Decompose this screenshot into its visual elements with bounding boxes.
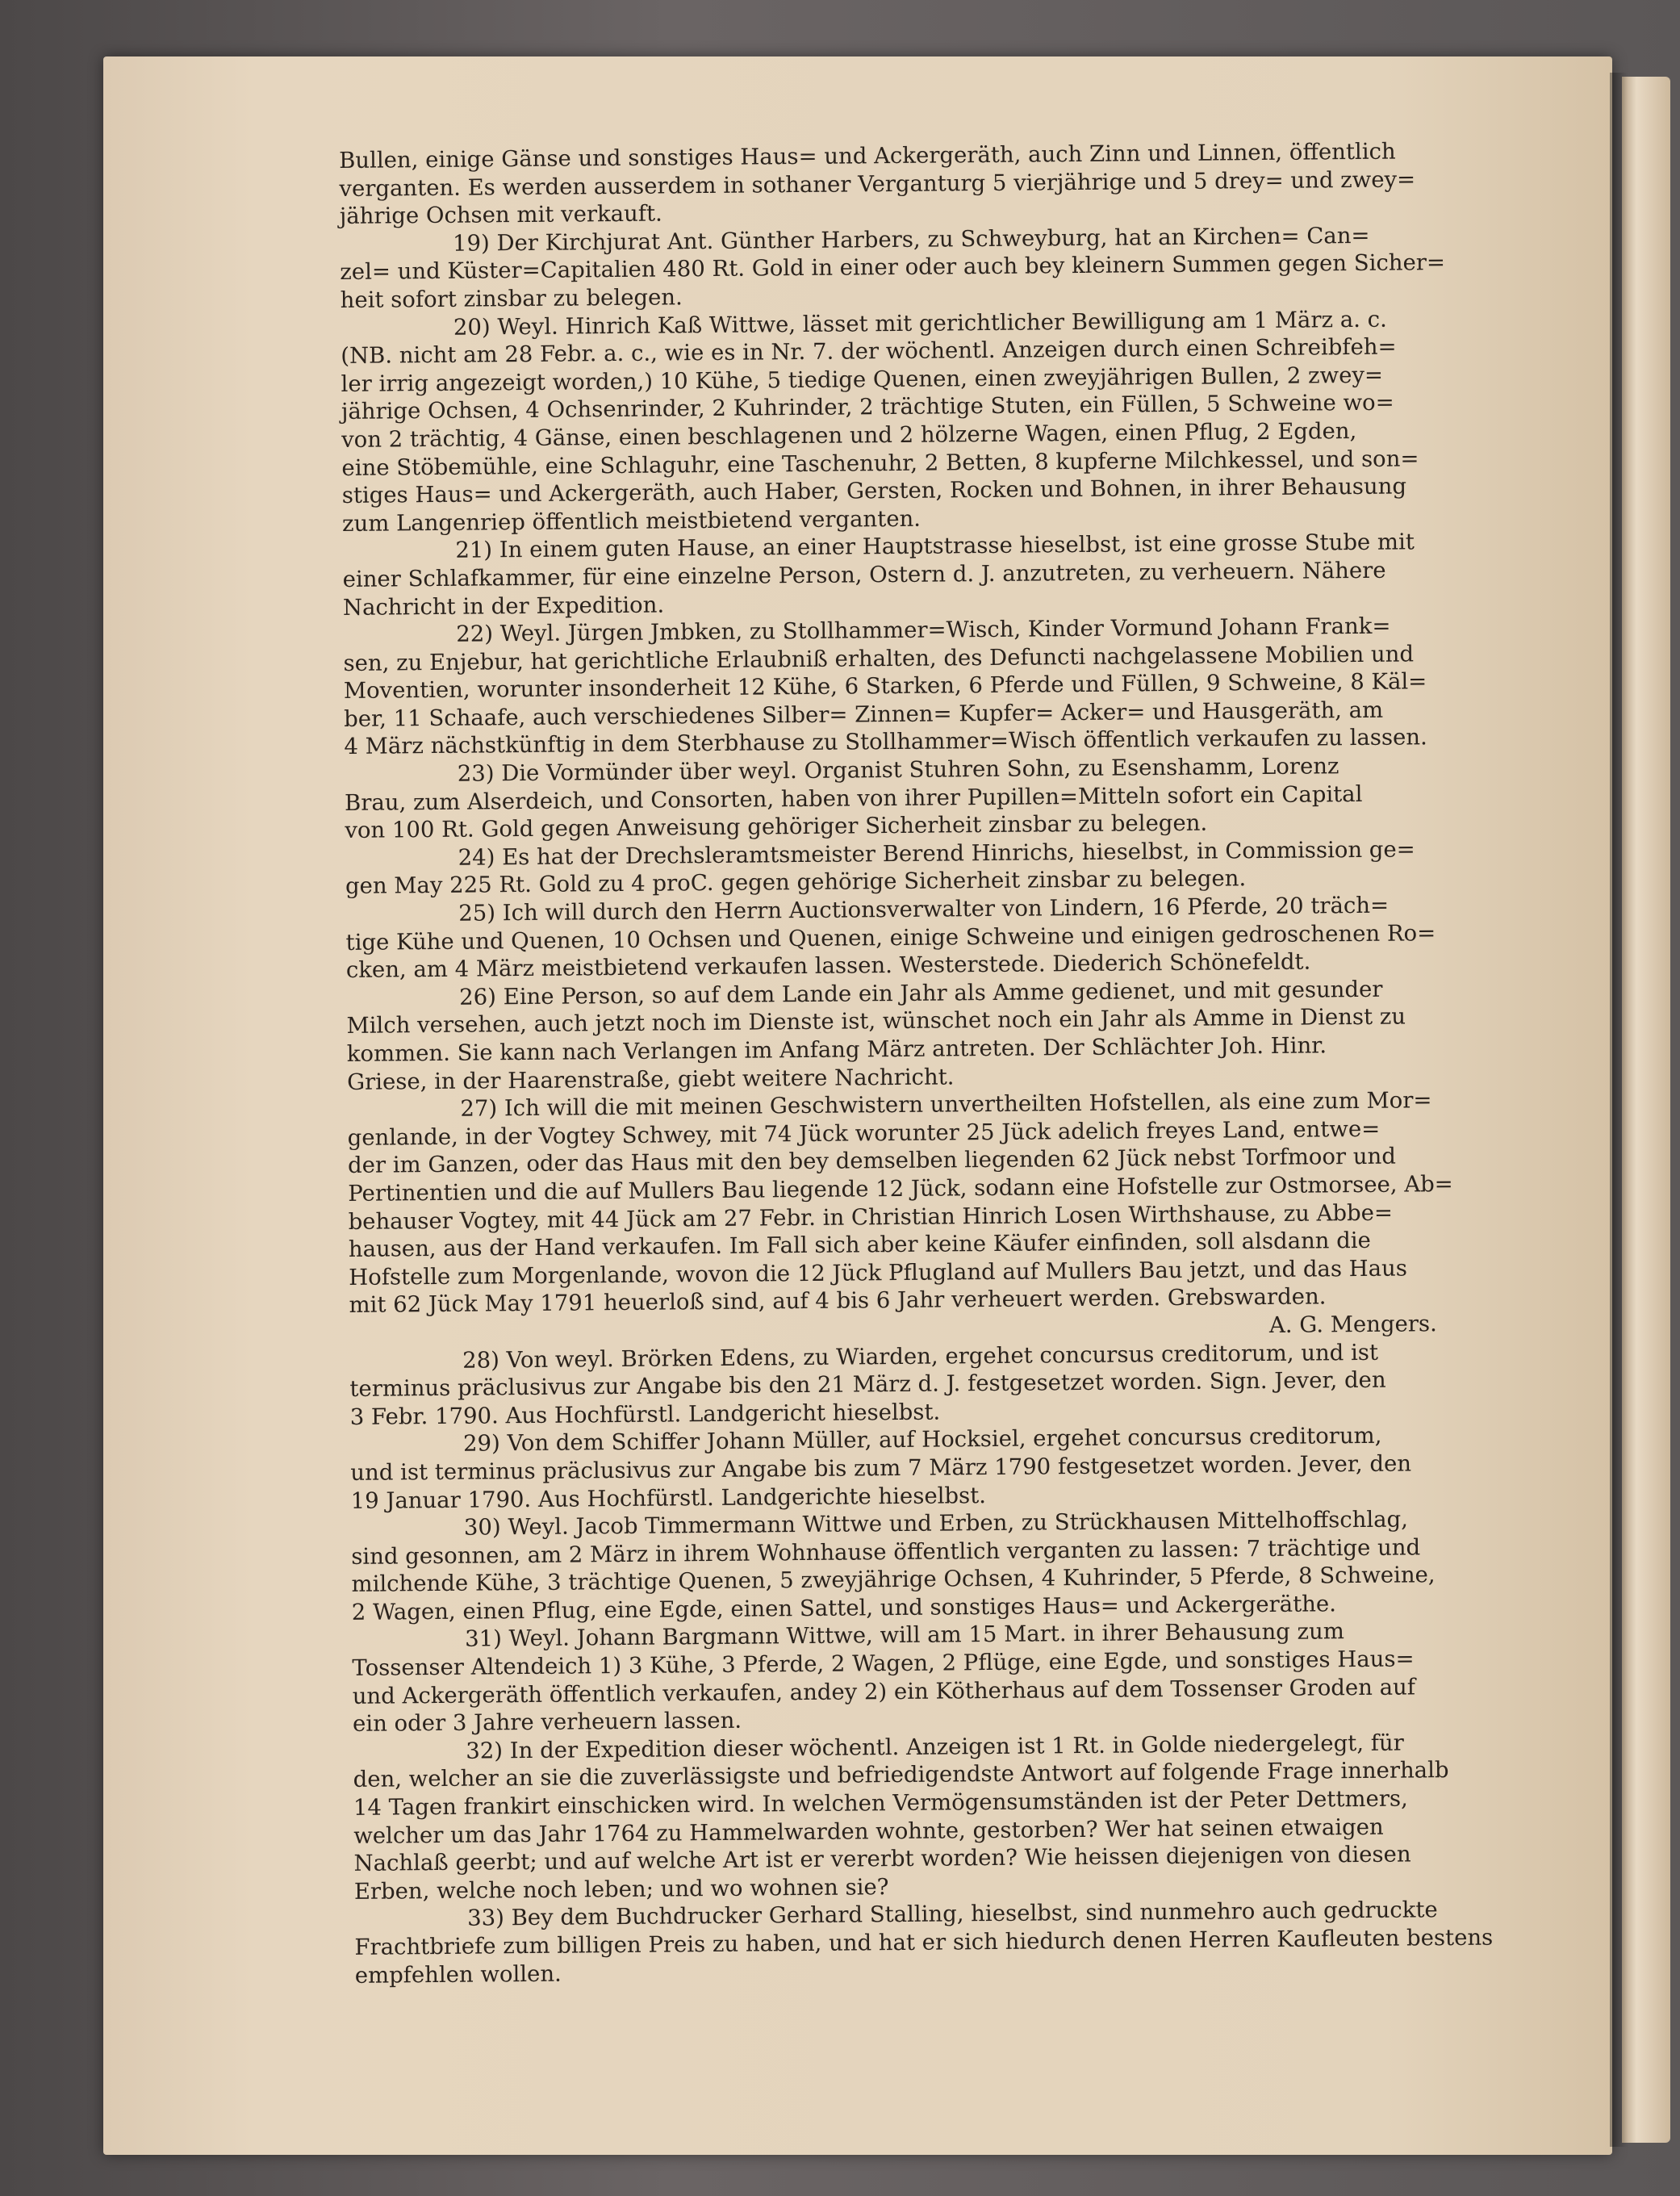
- text-line: und Ackergeräth öffentlich verkaufen, andey 2) ein Kötherhaus auf dem Tossenser Groden auf: [352, 1674, 1416, 1709]
- text-line: sen, zu Enjebur, hat gerichtliche Erlaubniß erhalten, des Defuncti nachgelassene Mobilien und: [343, 641, 1415, 676]
- text-line: ler irrig angezeigt worden,) 10 Kühe, 5 tiedige Quenen, einen zweyjährigen Bullen, 2 zwey=: [341, 362, 1384, 397]
- text-line: Frachtbriefe zum billigen Preis zu haben, und hat er sich hiedurch denen Herren Kaufleuten bestens: [354, 1924, 1494, 1960]
- text-line: von 2 trächtig, 4 Gänse, einen beschlagenen und 2 hölzerne Wagen, einen Pflug, 2 Egden,: [341, 417, 1357, 453]
- notice-28: 28) Von weyl. Brörken Edens, zu Wiarden, ergehet concursus creditorum, und ist: [462, 1339, 1379, 1374]
- page-edge-shadow: [1610, 73, 1628, 2147]
- notice-20: 20) Weyl. Hinrich Kaß Wittwe, lässet mit gerichtlicher Bewilligung am 1 März a. c.: [453, 306, 1387, 341]
- text-line: eine Stöbemühle, eine Schlaguhr, eine Taschenuhr, 2 Betten, 8 kupferne Milchkessel, und son=: [341, 445, 1419, 481]
- text-line: (NB. nicht am 28 Febr. a. c., wie es in Nr. 7. der wöchentl. Anzeigen durch einen Schreibfeh=: [341, 333, 1397, 370]
- notice-24: 24) Es hat der Drechsleramtsmeister Berend Hinrichs, hieselbst, in Commission ge=: [458, 836, 1415, 871]
- text-line: zum Langenriep öffentlich meistbietend verganten.: [341, 505, 921, 537]
- text-line: Nachlaß geerbt; und auf welche Art ist er vererbt worden? Wie heissen diejenigen von diesen: [353, 1841, 1411, 1877]
- text-line: Bullen, einige Gänse und sonstiges Haus= und Ackergeräth, auch Zinn und Linnen, öffentlich: [339, 138, 1396, 174]
- text-line: Tossenser Altendeich 1) 3 Kühe, 3 Pferde, 2 Wagen, 2 Pflüge, eine Egde, und sonstiges Haus=: [352, 1646, 1415, 1681]
- notice-19: 19) Der Kirchjurat Ant. Günther Harbers, zu Schweyburg, hat an Kirchen= Can=: [452, 222, 1370, 257]
- text-line: von 100 Rt. Gold gegen Anweisung gehöriger Sicherheit zinsbar zu belegen.: [345, 809, 1208, 844]
- text-line: sind gesonnen, am 2 März in ihrem Wohnhause öffentlich verganten zu lassen: 7 trächtige und: [351, 1534, 1421, 1570]
- text-line: 4 März nächstkünftig in dem Sterbhause zu Stollhammer=Wisch öffentlich verkaufen zu lassen.: [344, 724, 1427, 760]
- text-line: jährige Ochsen, 4 Ochsenrinder, 2 Kuhrinder, 2 trächtige Stuten, ein Füllen, 5 Schweine wo=: [341, 389, 1394, 425]
- text-line: gen May 225 Rt. Gold zu 4 proC. gegen gehörige Sicherheit zinsbar zu belegen.: [345, 865, 1247, 900]
- next-page-edge: [1622, 77, 1670, 2143]
- text-line: 2 Wagen, einen Pflug, eine Egde, einen Sattel, und sonstiges Haus= und Ackergeräthe.: [351, 1591, 1337, 1625]
- text-line: Erben, welche noch leben; und wo wohnen sie?: [353, 1873, 889, 1905]
- notice-33: 33) Bey dem Buchdrucker Gerhard Stalling, hieselbst, sind nunmehro auch gedruckte: [467, 1897, 1438, 1932]
- text-line: zel= und Küster=Capitalien 480 Rt. Gold in einer oder auch bey kleinern Summen gegen Sicher=: [340, 249, 1446, 286]
- text-line: stiges Haus= und Ackergeräth, auch Haber, Gersten, Rocken und Bohnen, in ihrer Behausung: [341, 473, 1407, 509]
- text-line: Moventien, worunter insonderheit 12 Kühe, 6 Starken, 6 Pferde und Füllen, 9 Schweine, 8 Käl=: [343, 668, 1427, 705]
- text-line: cken, am 4 März meistbietend verkaufen lassen. Westerstede. Diederich Schönefeldt.: [345, 948, 1311, 984]
- text-line: hausen, aus der Hand verkaufen. Im Fall sich aber keine Käufer einfinden, soll alsdann die: [348, 1228, 1371, 1263]
- page-text: [339, 136, 1540, 1989]
- text-line: Pertinentien und die auf Mullers Bau liegende 12 Jück, sodann eine Hofstelle zur Ostmorsee, Ab=: [348, 1170, 1453, 1207]
- notice-27: 27) Ich will die mit meinen Geschwistern unvertheilten Hofstellen, als eine zum Mor=: [460, 1087, 1432, 1122]
- text-line: ber, 11 Schaafe, auch verschiedenes Silber= Zinnen= Kupfer= Acker= und Hausgeräth, am: [344, 696, 1384, 732]
- text-line: empfehlen wollen.: [354, 1960, 562, 1989]
- text-line: 3 Febr. 1790. Aus Hochfürstl. Landgericht hieselbst.: [349, 1399, 941, 1430]
- notice-30: 30) Weyl. Jacob Timmermann Wittwe und Erben, zu Strückhausen Mittelhoffschlag,: [463, 1506, 1409, 1541]
- notice-26: 26) Eine Person, so auf dem Lande ein Jahr als Amme gedienet, und mit gesunder: [459, 976, 1383, 1010]
- text-line: genlande, in der Vogtey Schwey, mit 74 Jück worunter 25 Jück adelich freyes Land, entwe=: [347, 1115, 1381, 1151]
- text-line: welcher um das Jahr 1764 zu Hammelwarden wohnte, gestorben? Wer hat seinen etwaigen: [353, 1813, 1384, 1849]
- text-line: 19 Januar 1790. Aus Hochfürstl. Landgerichte hieselbst.: [350, 1482, 987, 1514]
- text-line: verganten. Es werden ausserdem in sothaner Verganturg 5 vierjährige und 5 drey= und zwey=: [339, 165, 1416, 202]
- text-line: mit 62 Jück May 1791 heuerloß sind, auf 4 bis 6 Jahr verheuert werden. Grebswarden.: [349, 1283, 1327, 1319]
- text-line: heit sofort zinsbar zu belegen.: [340, 284, 683, 313]
- signature-line: A. G. Mengers.: [1268, 1311, 1437, 1338]
- text-line: tige Kühe und Quenen, 10 Ochsen und Quenen, einige Schweine und einigen gedroschenen Ro=: [345, 919, 1436, 956]
- notice-22: 22) Weyl. Jürgen Jmbken, zu Stollhammer=Wisch, Kinder Vormund Johann Frank=: [456, 613, 1391, 647]
- text-line: Milch versehen, auch jetzt noch im Dienste ist, wünschet noch ein Jahr als Amme in Dienst zu: [346, 1003, 1406, 1039]
- notice-29: 29) Von dem Schiffer Johann Müller, auf Hocksiel, ergehet concursus creditorum,: [462, 1423, 1382, 1458]
- text-line: terminus präclusivus zur Angabe bis den 21 März d. J. festgesetzet worden. Sign. Jever, den: [349, 1366, 1386, 1403]
- notice-31: 31) Weyl. Johann Bargmann Wittwe, will am 15 Mart. in ihrer Behausung zum: [465, 1618, 1345, 1653]
- text-line: behauser Vogtey, mit 44 Jück am 27 Febr. in Christian Hinrich Losen Wirthshause, zu Abbe=: [348, 1199, 1394, 1235]
- text-line: einer Schlafkammer, für eine einzelne Person, Ostern d. J. anzutreten, zu verheuern. Nähere: [342, 557, 1386, 592]
- text-line: Griese, in der Haarenstraße, giebt weitere Nachricht.: [346, 1063, 955, 1095]
- text-line: der im Ganzen, oder das Haus mit den bey demselben liegenden 62 Jück nebst Torfmoor und: [347, 1143, 1397, 1179]
- text-line: jährige Ochsen mit verkauft.: [339, 200, 662, 230]
- text-line: und ist terminus präclusivus zur Angabe bis zum 7 März 1790 festgesetzet worden. Jever, den: [350, 1450, 1412, 1486]
- text-line: kommen. Sie kann nach Verlangen im Anfang März antreten. Der Schlächter Joh. Hinr.: [346, 1032, 1327, 1067]
- notice-25: 25) Ich will durch den Herrn Auctionsverwalter von Lindern, 16 Pferde, 20 träch=: [458, 892, 1390, 927]
- text-line: ein oder 3 Jahre verheuern lassen.: [352, 1707, 742, 1738]
- notice-32: 32) In der Expedition dieser wöchentl. Anzeigen ist 1 Rt. in Golde niedergelegt, für: [466, 1730, 1404, 1764]
- text-line: milchende Kühe, 3 trächtige Quenen, 5 zweyjährige Ochsen, 4 Kuhrinder, 5 Pferde, 8 Schweine,: [351, 1562, 1436, 1598]
- text-line: Hofstelle zum Morgenlande, wovon die 12 Jück Pflugland auf Mullers Bau jetzt, und das Haus: [349, 1255, 1408, 1290]
- notice-23: 23) Die Vormünder über weyl. Organist Stuhren Sohn, zu Esenshamm, Lorenz: [457, 753, 1339, 787]
- text-line: den, welcher an sie die zuverlässigste und befriedigendste Antwort auf folgende Frage innerhalb: [353, 1757, 1449, 1793]
- text-line: 14 Tagen frankirt einschicken wird. In welchen Vermögensumständen ist der Peter Dettmers,: [353, 1785, 1408, 1821]
- text-line: Brau, zum Alserdeich, und Consorten, haben von ihrer Pupillen=Mitteln sofort ein Capital: [344, 780, 1363, 816]
- text-line: Nachricht in der Expedition.: [342, 592, 665, 621]
- notice-21: 21) In einem guten Hause, an einer Hauptstrasse hieselbst, ist eine grosse Stube mit: [455, 529, 1415, 564]
